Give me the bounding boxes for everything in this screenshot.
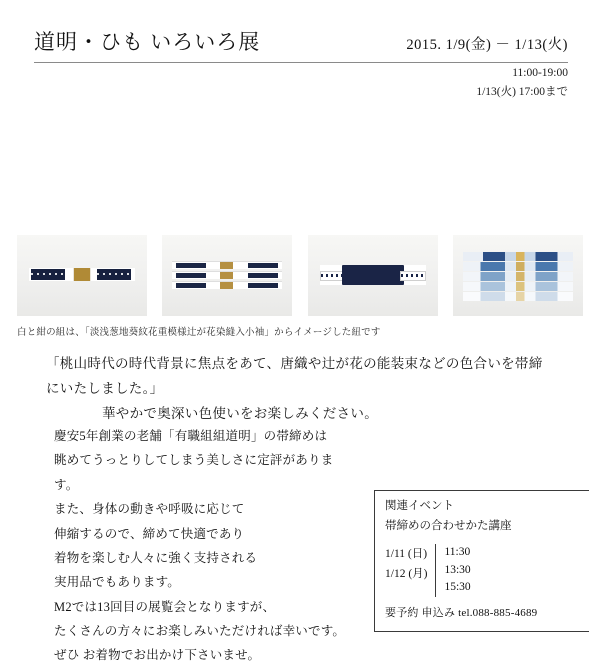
obi-gold-center: [220, 282, 233, 289]
obi-band: [172, 271, 282, 279]
quote-line-1: 「桃山時代の時代背景に焦点をあて、唐織や辻が花の能装束などの色合いを帯締にいたしました。」: [46, 356, 543, 396]
obi-band: [172, 281, 282, 289]
obi-navy-right: [248, 263, 278, 268]
hours-line-1: 11:00-19:00: [512, 67, 568, 79]
event-time: 15:30: [444, 581, 471, 594]
obi-row: [463, 252, 573, 261]
body-line: ぜひ お着物でお出かけ下さいませ。: [54, 648, 261, 663]
body-text: [54, 424, 354, 668]
obi-row: [463, 292, 573, 301]
body-line: 眺めてうっとりしてしまう美しさに定評があります。: [54, 453, 334, 492]
obi-jime-bundle-graphic: [463, 252, 573, 300]
obi-row: [463, 272, 573, 281]
photo-obi-jime-wide-navy: [308, 235, 438, 316]
quote-block: [46, 352, 556, 427]
event-times: [435, 544, 470, 597]
event-date: 1/11 (日): [385, 547, 428, 560]
obi-gold-center: [73, 268, 91, 281]
body-line: 実用品でもあります。: [54, 575, 181, 590]
photo-caption: 白と紺の組は、「淡浅葱地葵紋花重模様辻が花染縫入小袖」からイメージした紐です: [17, 328, 381, 338]
obi-navy-right: [248, 273, 278, 278]
page-title: 道明・ひも いろいろ展: [34, 30, 261, 54]
photo-obi-jime-blue-gradient-bundle: [453, 235, 583, 316]
obi-jime-navy-gold-graphic: [29, 268, 135, 281]
event-date: 1/12 (月): [385, 567, 428, 580]
obi-segment-right: [97, 269, 131, 280]
header-divider: [34, 62, 568, 63]
quote-line-2: 華やかで奥深い色使いをお楽しみください。: [102, 405, 378, 421]
obi-row: [463, 282, 573, 291]
obi-tip-right: [400, 271, 426, 281]
body-line: たくさんの方々にお楽しみいただければ幸いです。: [54, 624, 346, 638]
obi-band: [172, 261, 282, 269]
body-line: 着物を楽しむ人々に強く支持される: [54, 550, 258, 565]
event-schedule: [385, 544, 581, 597]
obi-core: [342, 265, 404, 285]
event-time: 11:30: [444, 545, 471, 558]
event-reservation-info: 要予約 申込み tel.088-885-4689: [385, 607, 538, 620]
exhibition-dates: 2015. 1/9(金) － 1/13(火): [406, 37, 568, 53]
obi-jime-striped-graphic: [172, 261, 282, 289]
header: [34, 26, 568, 98]
obi-dot-pattern: [401, 274, 425, 277]
obi-navy-left: [176, 263, 206, 268]
obi-gold-center: [220, 262, 233, 269]
opening-hours: [476, 64, 568, 102]
obi-dot-pattern: [97, 273, 131, 275]
obi-jime-wide-navy-graphic: [320, 265, 426, 285]
related-event-box: [374, 490, 589, 632]
photo-obi-jime-striped-bands: [162, 235, 292, 316]
obi-dot-pattern: [31, 273, 65, 275]
obi-navy-left: [176, 273, 206, 278]
header-row: [34, 26, 568, 56]
event-subtitle: 帯締めの合わせかた講座: [385, 520, 512, 533]
hours-line-2: 1/13(火) 17:00まで: [476, 85, 568, 98]
body-line: 慶安5年創業の老舗「有職組組道明」の帯締めは: [54, 429, 328, 443]
photo-obi-jime-navy-gold: [17, 235, 147, 316]
photo-strip: [17, 235, 583, 316]
event-time: 13:30: [444, 563, 471, 576]
obi-segment-left: [31, 269, 65, 280]
obi-navy-right: [248, 283, 278, 288]
event-dates: [385, 544, 427, 584]
event-title: 関連イベント: [385, 500, 454, 512]
body-line: 伸縮するので、締めて快適であり: [54, 526, 245, 541]
body-line: また、身体の動きや呼吸に応じて: [54, 502, 245, 517]
obi-gold-center: [220, 272, 233, 279]
body-line: M2では13回目の展覧会となりますが、: [54, 599, 276, 614]
obi-row: [463, 262, 573, 271]
obi-navy-left: [176, 283, 206, 288]
